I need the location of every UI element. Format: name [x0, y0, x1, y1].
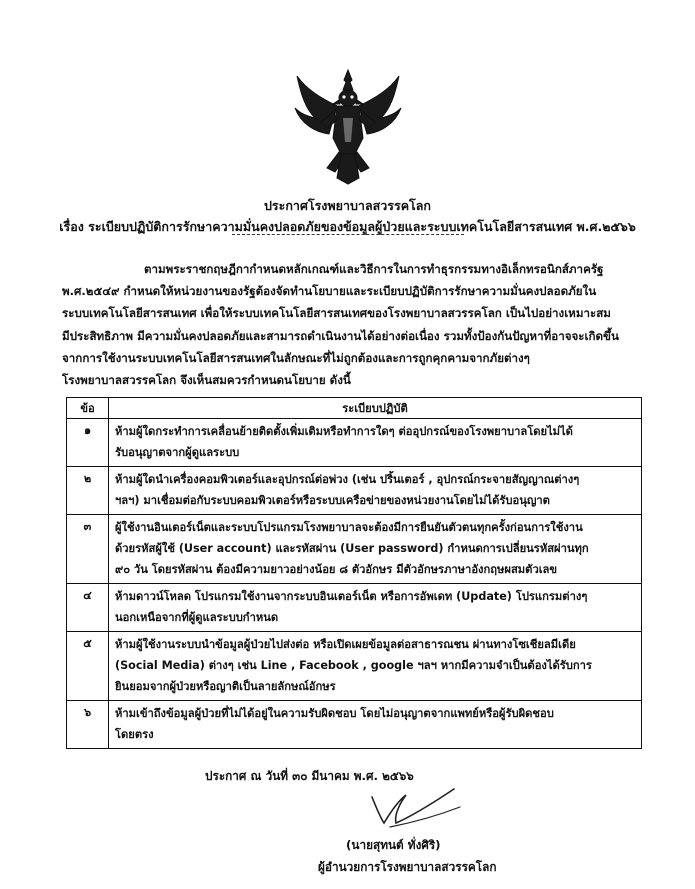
rule-number: ๑: [67, 419, 109, 467]
rule-number: ๕: [67, 632, 109, 701]
table-row: [67, 419, 642, 467]
rule-number: ๒: [67, 467, 109, 515]
intro-line: ตามพระราชกฤษฎีกากำหนดหลักเกณฑ์และวิธีการในการทำธุรกรรมทางอิเล็กทรอนิกส์ภาครัฐ: [144, 262, 604, 276]
table-header-row: [67, 398, 642, 419]
intro-line: มีประสิทธิภาพ มีความมั่นคงปลอดภัยและสามารถดำเนินงานได้อย่างต่อเนื่อง รวมทั้งป้องกันปัญหาที่อาจจะเกิดขึ้น: [62, 328, 619, 343]
table-row: [67, 515, 642, 584]
intro-line: โรงพยาบาลสวรรคโลก จึงเห็นสมควรกำหนดนโยบาย ดังนี้: [62, 373, 351, 388]
rule-text: [109, 584, 642, 632]
intro-line: ระบบเทคโนโลยีสารสนเทศ เพื่อให้ระบบเทคโนโลยีสารสนเทศของโรงพยาบาลสวรรคโลก เป็นไปอย่างเหมาะสม: [62, 306, 611, 321]
signer-name: (นายสุทนต์ ทั่งศิริ): [346, 838, 441, 852]
rule-line: ห้ามเข้าถึงข้อมูลผู้ป่วยที่ไม่ได้อยู่ในความรับผิดชอบ โดยไม่อนุญาตจากแพทย์หรือผู้รับผิดชอบ: [115, 707, 554, 720]
rule-line: ห้ามผู้ใดกระทำการเคลื่อนย้ายติดตั้งเพิ่มเติมหรือทำการใดๆ ต่ออุปกรณ์ของโรงพยาบาลโดยไม่ได้: [115, 425, 573, 438]
rule-text: [109, 419, 642, 467]
rule-line: ๙๐ วัน โดยรหัสผ่าน ต้องมีความยาวอย่างน้อย ๘ ตัวอักษร มีตัวอักษรภาษาอังกฤษผสมตัวเลข: [115, 563, 558, 576]
table-row: [67, 632, 642, 701]
intro-paragraph: [62, 258, 672, 391]
rule-number: ๔: [67, 584, 109, 632]
intro-line: พ.ศ.๒๕๔๙ กำหนดให้หน่วยงานของรัฐต้องจัดทำนโยบายและระเบียบปฏิบัติการรักษาความมั่นคงปลอดภัยใน: [62, 284, 597, 299]
rule-line: ด้วยรหัสผู้ใช้ (User account) และรหัสผ่าน (User password) กำหนดการเปลี่ยนรหัสผ่านทุก: [115, 542, 589, 555]
rule-line: รับอนุญาตจากผู้ดูแลระบบ: [115, 446, 240, 459]
handwritten-signature-icon: [350, 783, 470, 833]
rule-line: ผู้ใช้งานอินเตอร์เน็ตและระบบโปรแกรมโรงพยาบาลจะต้องมีการยืนยันตัวตนทุกครั้งก่อนการใช้งาน: [115, 521, 583, 534]
rule-line: โดยตรง: [115, 728, 154, 741]
rule-number: ๓: [67, 515, 109, 584]
title-divider: [232, 234, 464, 235]
table-row: [67, 701, 642, 749]
rules-table: [66, 397, 642, 749]
rule-text: [109, 515, 642, 584]
table-row: [67, 584, 642, 632]
rule-line: (Social Media) ต่างๆ เช่น Line , Facebook , google ฯลฯ หากมีความจำเป็นต้องได้รับการ: [115, 659, 592, 672]
table-row: [67, 467, 642, 515]
rule-line: ยินยอมจากผู้ป่วยหรือญาติเป็นลายลักษณ์อักษร: [115, 680, 336, 693]
announcement-date: ประกาศ ณ วันที่ ๓๐ มีนาคม พ.ศ. ๒๕๖๖: [205, 769, 414, 783]
rule-line: นอกเหนือจากที่ผู้ดูแลระบบกำหนด: [115, 611, 279, 624]
rule-line: ฯลฯ) มาเชื่อมต่อกับระบบคอมพิวเตอร์หรือระบบเครือข่ายของหน่วยงานโดยไม่ได้รับอนุญาต: [115, 494, 550, 507]
rule-text: [109, 701, 642, 749]
garuda-emblem-icon: [293, 68, 403, 186]
signer-position: ผู้อำนวยการโรงพยาบาลสวรรคโลก: [318, 860, 497, 874]
intro-line: จากการใช้งานระบบเทคโนโลยีสารสนเทศในลักษณะที่ไม่ถูกต้องและการถูกคุกคามจากภัยต่างๆ: [62, 350, 530, 365]
announcement-title: ประกาศโรงพยาบาลสวรรคโลก: [264, 198, 431, 213]
header-number: ข้อ: [67, 398, 109, 419]
header-rule: ระเบียบปฏิบัติ: [109, 398, 642, 419]
rule-line: ห้ามผู้ใช้งานระบบนำข้อมูลผู้ป่วยไปส่งต่อ หรือเปิดเผยข้อมูลต่อสาธารณชน ผ่านทางโซเชียลมีเดีย: [115, 638, 576, 651]
announcement-subject: เรื่อง ระเบียบปฏิบัติการรักษาความมั่นคงปลอดภัยของข้อมูลผู้ป่วยและระบบเทคโนโลยีสารสนเทศ พ.ศ.๒๕๖๖: [59, 219, 636, 234]
rule-number: ๖: [67, 701, 109, 749]
rule-line: ห้ามดาวน์โหลด โปรแกรมใช้งานจากระบบอินเตอร์เน็ต หรือการอัพเดท (Update) โปรแกรมต่างๆ: [115, 590, 588, 603]
rule-text: [109, 467, 642, 515]
rule-text: [109, 632, 642, 701]
rule-line: ห้ามผู้ใดนำเครื่องคอมพิวเตอร์และอุปกรณ์ต่อพ่วง (เช่น ปริ้นเตอร์ , อุปกรณ์กระจายสัญญาณต่างๆ: [115, 473, 580, 486]
